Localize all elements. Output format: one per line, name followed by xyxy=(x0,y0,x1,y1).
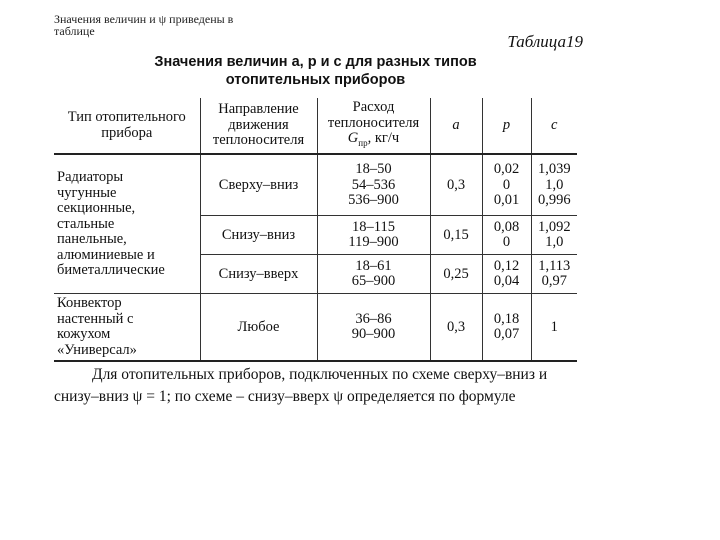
c-cell: 1,092 1,0 xyxy=(531,216,577,255)
table-caption-line-1: Значения величин a, p и c для разных типов xyxy=(154,54,477,70)
p-cell: 0,12 0,04 xyxy=(482,255,531,294)
p-cell: 0,02 0 0,01 xyxy=(482,154,531,216)
body-text-line-1: Для отопительных приборов, подключенных по схеме сверху–вниз и xyxy=(92,366,548,383)
p-cell: 0,18 0,07 xyxy=(482,294,531,362)
header-p: p xyxy=(482,98,531,154)
header-device-type: Тип отопительного прибора xyxy=(54,98,200,154)
table-number-label: Таблица19 xyxy=(507,32,583,51)
table-header-row xyxy=(54,98,577,154)
header-flow: Расход теплоносителя $G_{пр}$, кг/ч xyxy=(317,98,430,154)
flow-cell: 18–61 65–900 xyxy=(317,255,430,294)
direction-cell: Любое xyxy=(200,294,317,362)
table-row xyxy=(54,154,577,216)
flow-cell: 36–86 90–900 xyxy=(317,294,430,362)
header-c: c xyxy=(531,98,577,154)
device-type-radiators: Радиаторы чугунные секционные, стальные панельные, алюминиевые и биметаллические xyxy=(54,154,200,294)
table-row xyxy=(54,294,577,362)
direction-cell: Сверху–вниз xyxy=(200,154,317,216)
coefficients-table xyxy=(54,98,577,362)
a-cell: 0,3 xyxy=(430,154,482,216)
a-cell: 0,15 xyxy=(430,216,482,255)
header-direction: Направление движения теплоносителя xyxy=(200,98,317,154)
cut-off-heading: Значения величин и ψ приведены в таблице xyxy=(54,12,234,38)
a-cell: 0,3 xyxy=(430,294,482,362)
a-cell: 0,25 xyxy=(430,255,482,294)
c-cell: 1,113 0,97 xyxy=(531,255,577,294)
header-a: a xyxy=(430,98,482,154)
flow-cell: 18–50 54–536 536–900 xyxy=(317,154,430,216)
direction-cell: Снизу–вверх xyxy=(200,255,317,294)
table-caption-line-2: отопительных приборов xyxy=(225,72,406,88)
flow-cell: 18–115 119–900 xyxy=(317,216,430,255)
c-cell: 1 xyxy=(531,294,577,362)
direction-cell: Снизу–вниз xyxy=(200,216,317,255)
c-cell: 1,039 1,0 0,996 xyxy=(531,154,577,216)
body-text-line-2: снизу–вниз ψ = 1; по схеме – снизу–вверх ψ определяется по формуле xyxy=(54,388,516,405)
device-type-convector: Конвектор настенный с кожухом «Универсал» xyxy=(54,294,200,362)
p-cell: 0,08 0 xyxy=(482,216,531,255)
